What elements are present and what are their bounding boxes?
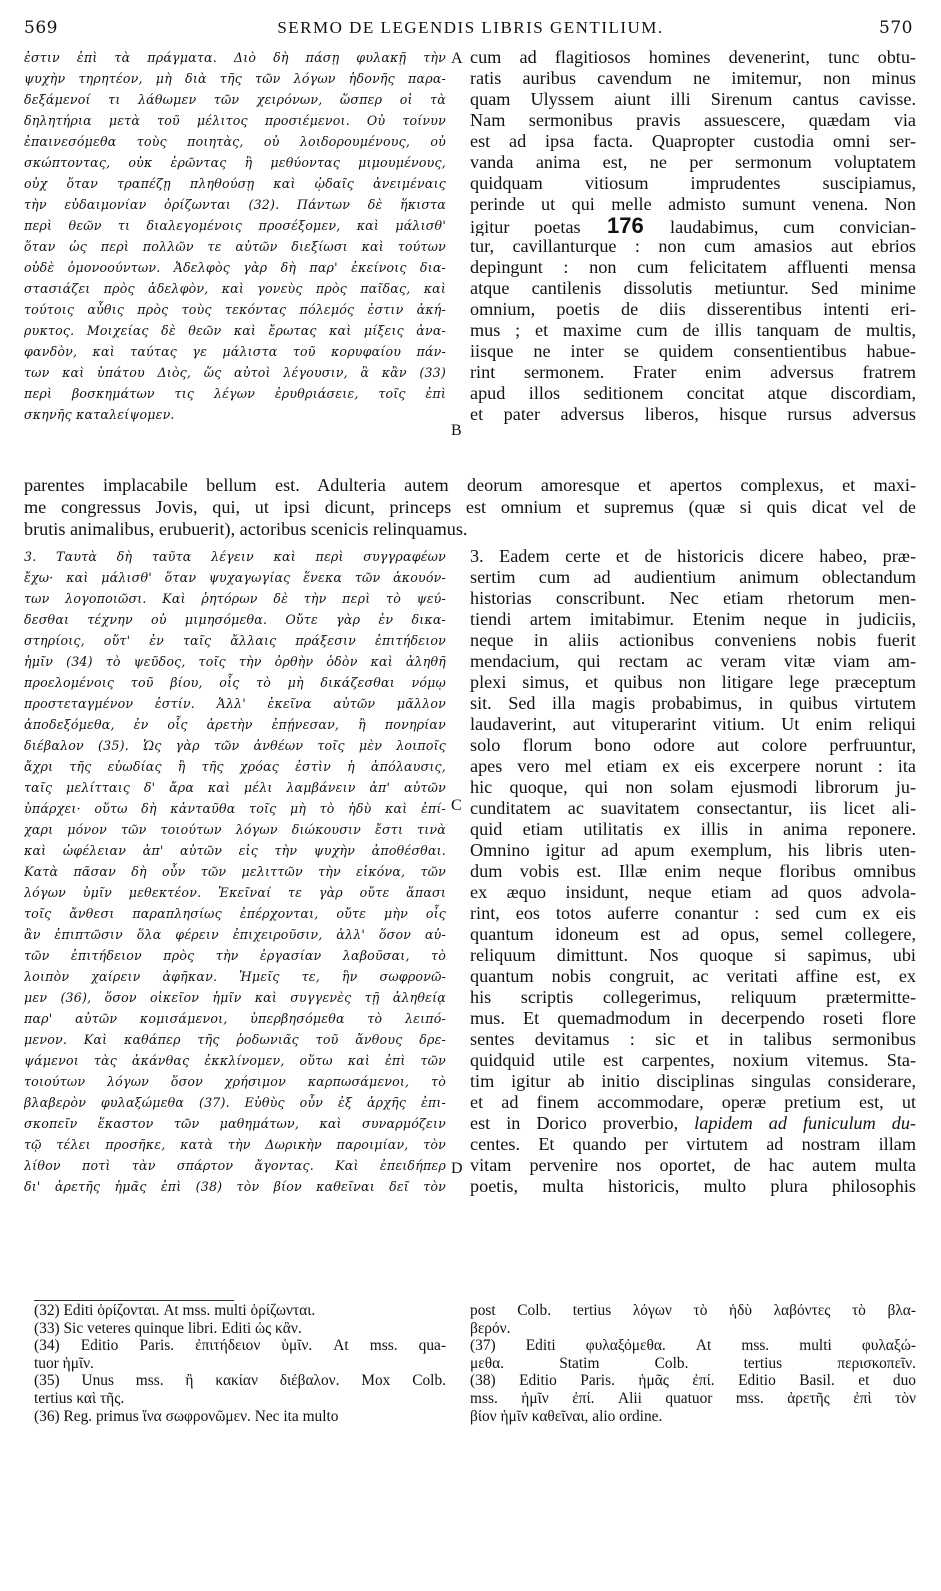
text-line: ἀποδεξόμεθα, ἐν οἷς ἀρετὴν ἐπῄνεσαν, ἢ πονηρίαν	[24, 717, 446, 732]
text-line: vanda anima est, ne per sermonum voluptatem	[470, 152, 916, 172]
text-line: βλαβερὸν φυλαξώμεθα (37). Εὐθὺς οὖν ἐξ ἀρχῆς ἐπι-	[24, 1095, 446, 1110]
text-line: περὶ θεῶν τι διαλεγομένοις προσέξομεν, καὶ μάλισθ'	[24, 218, 446, 233]
text-line: quantum nobis congruit, ac veritati affine est, ex	[470, 966, 916, 986]
text-line: μενον. Καὶ καθάπερ τῆς ῥοδωνιᾶς τοῦ ἄνθους δρε-	[24, 1032, 446, 1047]
text-line: σκηνῆς καταλείψομεν.	[24, 407, 175, 422]
text-line: mus ; et maxime cum de illis tanquam de multis,	[470, 320, 916, 340]
text-line: neque in aliis actionibus conveniens nobis fuerit	[470, 630, 916, 650]
text-line: (33) Sic veteres quinque libri. Editi ὡς κἂν.	[34, 1319, 302, 1337]
text-line: est ad ipsa facta. Quapropter custodia omni ser-	[470, 131, 916, 151]
text-line: perinde ut qui melle admisto sumunt venena. Non	[470, 194, 916, 214]
latin-column-top	[470, 47, 916, 425]
text-line: et pater adversus liberos, hisque rursus adversus	[470, 404, 916, 424]
text-line: ρυκτος. Μοιχείας δὲ θεῶν καὶ ἔρωτας καὶ μίξεις ἀνα-	[24, 323, 446, 338]
text-line: parentes implacabile bellum est. Adulteria autem deorum amoresque et apertos complexus, et maxi-	[24, 475, 916, 495]
text-line: των λογοποιῶσι. Καὶ ῥητόρων δὲ τὴν περὶ τὸ ψεύ-	[24, 591, 446, 606]
text-fragment: laudabimus, cum convician-	[670, 217, 916, 236]
text-line: δεξάμενοί τι λάθωμεν τῶν χειρόνων, ὥσπερ οἱ τὰ	[24, 92, 446, 107]
text-line: est in Dorico proverbio, lapidem ad funiculum du-	[470, 1113, 916, 1133]
column-number: 176	[580, 215, 671, 236]
text-line: me congressus Jovis, qui, ut ipsi dicunt, princeps est omnium et supremus (quæ si quis dicat vel de	[24, 497, 916, 517]
text-line: ψάμενοι τὰς ἀκάνθας ἐκκλίνομεν, οὕτω καὶ ἐπὶ τῶν	[24, 1053, 446, 1068]
text-line: λόγων ὑμῖν μεθεκτέον. Ἐκεῖναί τε γὰρ οὔτε ἅπασι	[24, 885, 446, 900]
text-line: ψυχὴν τηρητέον, μὴ διὰ τῆς τῶν λόγων ἡδονῆς παρα-	[24, 71, 446, 86]
text-line: quid etiam utilitatis ex illis in anima reponere.	[470, 819, 916, 839]
text-line: igitur poetas 176 laudabimus, cum convician-	[470, 215, 916, 236]
text-line: ἐπαινεσόμεθα τοὺς ποιητὰς, οὐ λοιδορουμένους, οὐ	[24, 134, 446, 149]
text-line: tiendi artem imitabimur. Etenim neque in judiciis,	[470, 609, 916, 629]
text-line: 3. Eadem certe et de historicis dicere habeo, præ-	[470, 546, 916, 566]
text-line: tur, cavillanturque : non cum amasios aut ebrios	[470, 236, 916, 256]
text-line: apes vero mel etiam ex eis excerpere norunt : ita	[470, 756, 916, 776]
text-line: poetis, multa historicis, multo plura philosophis	[470, 1176, 916, 1196]
text-line: mus. Et quemadmodum in decerpendo roseti flore	[470, 1008, 916, 1028]
text-line: διέβαλον (35). Ὡς γὰρ τῶν ἀνθέων τοῖς μὲν λοιποῖς	[24, 738, 446, 753]
text-line: σκώπτοντας, οὐκ ἐρῶντας ἢ μεθύοντας μιμουμένους,	[24, 155, 446, 170]
footnotes-right	[470, 1302, 916, 1425]
text-line: λίθον ποτὶ τὰν σπάρτον ἄγοντας. Καὶ ἐπειδήπερ	[24, 1158, 446, 1173]
margin-marker-c: C	[451, 797, 462, 814]
greek-column-main	[24, 546, 446, 1197]
text-line: Nam sermonibus pravis assuescere, quædam via	[470, 110, 916, 130]
text-line: οὐδὲ ὁμονοούντων. Ἀδελφὸς γὰρ δὴ παρ' ἐκείνοις δια-	[24, 260, 446, 275]
text-line: στασιάζει πρὸς ἀδελφὸν, καὶ γονεὺς πρὸς παῖδας, καὶ	[24, 281, 446, 296]
text-line: tertius καὶ τῆς.	[34, 1389, 125, 1407]
text-line: προστεταγμένον ἐστίν. Ἀλλ' ἐκεῖνα αὐτῶν μᾶλλον	[24, 696, 446, 711]
text-line: vitam pervenire nos oportet, de hac autem multa	[470, 1155, 916, 1175]
text-line: δι' ἀρετῆς ἡμᾶς ἐπὶ (38) τὸν βίον καθεῖναι δεῖ τὸν	[24, 1179, 446, 1194]
text-line: dum vobis est. Illæ enim neque floribus omnibus	[470, 861, 916, 881]
text-line: τῶν ἐπιτήδειον πρὸς τὴν ἐργασίαν λαβοῦσαι, τὸ	[24, 948, 446, 963]
text-line: tuor ἡμῖν.	[34, 1354, 94, 1372]
text-line: λοιπὸν χαίρειν ἀφῆκαν. Ἡμεῖς τε, ἢν σωφρονῶ-	[24, 969, 446, 984]
text-line: post Colb. tertius λόγων τὸ ἡδὺ λαβόντες τὸ βλα-	[470, 1302, 916, 1319]
text-line: mendacium, qui rectam ac veram vitæ viam am-	[470, 651, 916, 671]
text-line: χαρι μόνον τῶν τοιούτων λόγων διώκουσιν ἔστι τινὰ	[24, 822, 446, 837]
text-line: ἐστιν ἐπὶ τὰ πράγματα. Διὸ δὴ πάσῃ φυλακῇ τὴν	[24, 50, 446, 65]
text-line: σκοπεῖν ἕκαστον τῶν μαθημάτων, καὶ συναρμόζειν	[24, 1116, 446, 1131]
footnote-rule	[34, 1300, 234, 1301]
footnotes-left	[34, 1302, 446, 1425]
full-width-paragraph	[24, 474, 916, 540]
text-line: et ad finem accommodare, operæ pretium est, ut	[470, 1092, 916, 1112]
text-line: rint sermonem. Frater enim adversus fratrem	[470, 362, 916, 382]
text-line: his scriptis collegerimus, reliquum prætermitte-	[470, 987, 916, 1007]
text-line: παρ' αὐτῶν κομισάμενοι, ὑπερβησόμεθα τὸ λειπό-	[24, 1011, 446, 1026]
text-line: δεσθαι τέχνην οὐ μιμησόμεθα. Οὔτε γὰρ ἐν δικα-	[24, 612, 446, 627]
text-line: φανδὸν, καὶ ταύτας γε μάλιστα τοῦ κορυφαίου πάν-	[24, 344, 446, 359]
text-line: ὑπάρχει· οὕτω δὴ κἀνταῦθα τοῖς μὴ τὸ ἡδὺ καὶ ἐπί-	[24, 801, 446, 816]
text-line: ἔχω· καὶ μάλισθ' ὅταν ψυχαγωγίας ἕνεκα τῶν ἀκουόν-	[24, 570, 446, 585]
text-line: depingunt : non cum felicitatem affluenti mensa	[470, 257, 916, 277]
text-line: laudaverint, aut vituperarint vitium. Ut enim reliqui	[470, 714, 916, 734]
text-line: καὶ ὠφέλειαν ἀπ' αὐτῶν εἰς τὴν ψυχὴν ἀποθέσθαι.	[24, 843, 446, 858]
margin-marker-a: A	[451, 50, 463, 67]
page-number-left: 569	[24, 18, 58, 38]
text-line: (36) Reg. primus ἵνα σωφρονῶμεν. Nec ita multo	[34, 1407, 339, 1425]
text-line: quam Ulyssem aiunt illi Sirenum cantus cavisse.	[470, 89, 916, 109]
text-line: ταῖς μελίτταις δ' ἄρα καὶ μέλι λαμβάνειν ἀπ' αὐτῶν	[24, 780, 446, 795]
text-line: omnium, poetis de diis disserentibus intenti eri-	[470, 299, 916, 319]
text-line: quantum idoneum est ad opus, semel collegere,	[470, 924, 916, 944]
text-line: iisque ne inter se quidem consentientibus habue-	[470, 341, 916, 361]
text-line: tim igitur ab initio disciplinas singulas considerare,	[470, 1071, 916, 1091]
text-line: τῷ τέλει προσῆκε, κατὰ τὴν Δωρικὴν παροιμίαν, τὸν	[24, 1137, 446, 1152]
text-line: ἂν ἐπιπτῶσιν ὅλα φέρειν ἐπιχειροῦσιν, ἀλλ' ὅσον αὐ-	[24, 927, 446, 942]
text-line: (38) Editio Paris. ἡμᾶς ἐπί. Editio Basil. et duo	[470, 1372, 916, 1390]
text-line: περὶ βοσκημάτων τις λέγων ἐρυθριάσειε, τοῖς ἐπὶ	[24, 386, 446, 401]
running-title: SERMO DE LEGENDIS LIBRIS GENTILIUM.	[277, 18, 664, 37]
text-line: τοιούτων λόγων ὅσον χρήσιμον καρπωσάμενοι, τὸ	[24, 1074, 446, 1089]
text-line: δηλητήρια μετὰ τοῦ μέλιτος προσιέμενοι. Οὐ τοίνυν	[24, 113, 446, 128]
greek-column-top	[24, 47, 446, 425]
text-line: ex æquo insidunt, neque etiam ad quos advola-	[470, 882, 916, 902]
latin-column-main	[470, 546, 916, 1197]
text-line: reliquum dimittunt. Nos quoque si sapimus, ubi	[470, 945, 916, 965]
italic-phrase: lapidem ad funiculum du-	[678, 1113, 916, 1133]
text-line: brutis animalibus, erubuerit), actoribus scenicis relinquamus.	[24, 519, 468, 539]
text-line: apud illos seditionem concitat atque discordiam,	[470, 383, 916, 403]
text-line: στηρίοις, οὔτ' ἐν ταῖς ἄλλαις πράξεσιν ἐπιτήδειον	[24, 633, 446, 648]
text-line: ἡμῖν (34) τὸ ψεῦδος, τοῖς τὴν ὀρθὴν ὁδὸν καὶ ἀληθῆ	[24, 654, 446, 669]
text-line: cunditatem ac suavitatem consectantur, iis licet ali-	[470, 798, 916, 818]
text-line: μεν (36), ὅσον οἰκεῖον ἡμῖν καὶ συγγενὲς τῇ ἀληθείᾳ	[24, 990, 446, 1005]
text-line: mss. ἡμῖν ἐπί. Alii quatuor mss. ἀρετῆς ἐπὶ τὸν	[470, 1389, 916, 1407]
text-line: βίον ἡμῖν καθεῖναι, alio ordine.	[470, 1407, 663, 1425]
text-line: Κατὰ πᾶσαν δὴ οὖν τῶν μελιττῶν τὴν εἰκόνα, τῶν	[24, 864, 446, 879]
text-line: Omnino igitur ad apum exemplum, his libris uten-	[470, 840, 916, 860]
text-line: (37) Editi φυλαξόμεθα. At mss. multi φυλαξώ-	[470, 1337, 916, 1355]
text-line: sit. Sed illa magis probabimus, in quibus virtutem	[470, 693, 916, 713]
text-line: 3. Ταυτὰ δὴ ταῦτα λέγειν καὶ περὶ συγγραφέων	[24, 549, 446, 564]
text-line: quidquam vitiosum imprudentes suscipiamus,	[470, 173, 916, 193]
text-line: quidquid utile est carpentes, noxium vitemus. Sta-	[470, 1050, 916, 1070]
text-line: τούτοις αὖθις πρὸς τοὺς τεκόντας πόλεμός ἐστιν ἀκή-	[24, 302, 446, 317]
text-line: ἄχρι τῆς εὐωδίας ἢ τῆς χρόας ἐστὶν ἡ ἀπόλαυσις,	[24, 759, 446, 774]
text-line: sentes devitamus : sic et in talibus sermonibus	[470, 1029, 916, 1049]
text-line: βερόν.	[470, 1319, 511, 1337]
text-line: ὅταν ὡς περὶ πολλῶν τε αὐτῶν διεξίωσι καὶ τούτων	[24, 239, 446, 254]
text-line: solo florum bono odore aut colore perfruuntur,	[470, 735, 916, 755]
text-line: rint, eos totos auferre conantur : sed cum ex eis	[470, 903, 916, 923]
page-number-right: 570	[879, 18, 913, 38]
margin-marker-b: B	[451, 422, 462, 439]
text-line: hic quoque, qui non solam ejusmodi librorum ju-	[470, 777, 916, 797]
text-line: historias conscribunt. Nec etiam rhetorum men-	[470, 588, 916, 608]
text-line: (35) Unus mss. ἢ κακίαν διέβαλον. Mox Colb.	[34, 1372, 446, 1390]
text-line: ratis auribus cavendum ne imitemur, non minus	[470, 68, 916, 88]
margin-marker-d: D	[451, 1160, 463, 1177]
text-line: plexi simus, et quibus non litigare lege præceptum	[470, 672, 916, 692]
text-line: (34) Editio Paris. ἐπιτήδειον ὑμῖν. At mss. qua-	[34, 1337, 446, 1355]
text-line: των καὶ ὑπάτου Διὸς, ὥς αὐτοὶ λέγουσιν, ἃ κἂν (33)	[24, 365, 446, 380]
text-line: centes. Et quando per virtutem ad nostram illam	[470, 1134, 916, 1154]
text-line: οὐχ ὅταν τραπέζῃ πληθούσῃ καὶ ᾠδαῖς ἀνειμέναις	[24, 176, 446, 191]
text-line: sertim cum ad audientium animum oblectandum	[470, 567, 916, 587]
text-line: (32) Editi ὁρίζονται. At mss. multi ὁρίζωνται.	[34, 1302, 316, 1319]
text-line: cum ad flagitiosos homines devenerint, tunc obtu-	[470, 47, 916, 67]
text-line: προελομένοις τοῦ βίου, οἷς τὸ μὴ δικάζεσθαι νόμῳ	[24, 675, 446, 690]
text-line: μεθα. Statim Colb. tertius περισκοπεῖν.	[470, 1354, 916, 1372]
text-line: atque cantilenis dissolutis metiuntur. Sed minime	[470, 278, 916, 298]
text-line: τὴν εὐδαιμονίαν ὁρίζωνται (32). Πάντων δὲ ἥκιστα	[24, 197, 446, 212]
text-line: τοῖς ἄνθεσι παραπλησίως ἐπέρχονται, οὔτε μὴν οἷς	[24, 906, 446, 921]
